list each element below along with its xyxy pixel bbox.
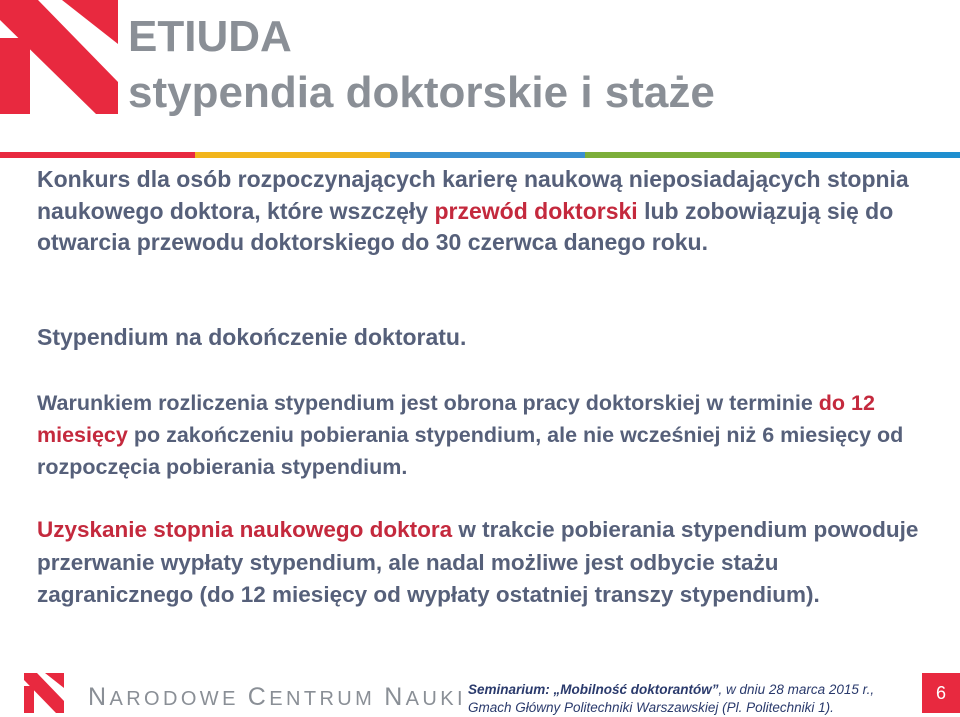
paragraph-text: Konkurs dla osób rozpoczynających karierę naukową nieposiadających stopnia naukowego doktora, które wszczęły [37,166,909,224]
highlight-text: do 12 miesięcy [37,391,875,447]
page-subtitle: stypendia doktorskie i staże [128,68,715,117]
paragraph-text: po zakończeniu pobierania stypendium, ale nie wcześniej niż 6 miesięcy od rozpoczęcia pobierania stypendium. [37,423,904,479]
color-divider-bar [0,152,960,158]
paragraph-degree [37,514,937,612]
page-title: ETIUDA [128,12,292,61]
paragraph-text: w trakcie pobierania stypendium powoduje przerwanie wypłaty stypendium, ale nadal możliwe jest odbycie stażu zagranicznego (do 12 miesięcy od wypłaty ostatniej transzy stypendium). [37,517,919,607]
highlight-text: przewód doktorski [434,197,638,224]
paragraph-text: Warunkiem rozliczenia stypendium jest obrona pracy doktorskiej w terminie [37,391,819,415]
highlight-text: Uzyskanie stopnia naukowego doktora [37,517,453,542]
seminar-info: Seminarium: „Mobilność doktorantów”, w dniu 28 marca 2015 r., Gmach Główny Politechniki Warszawskiej (Pl. Politechniki 1). [468,682,875,715]
paragraph-settlement [37,387,937,483]
paragraph-eligibility [37,164,937,259]
organization-name: NARODOWE CENTRUM NAUKI [88,683,466,711]
paragraph-scholarship: Stypendium na dokończenie doktoratu. [37,324,467,350]
page-number: 6 [922,673,960,713]
paragraph-text: lub zobowiązują się do otwarcia przewodu doktorskiego do 30 czerwca danego roku. [37,197,894,255]
ncn-logo-icon [0,0,118,114]
ncn-small-logo-icon [24,673,64,713]
